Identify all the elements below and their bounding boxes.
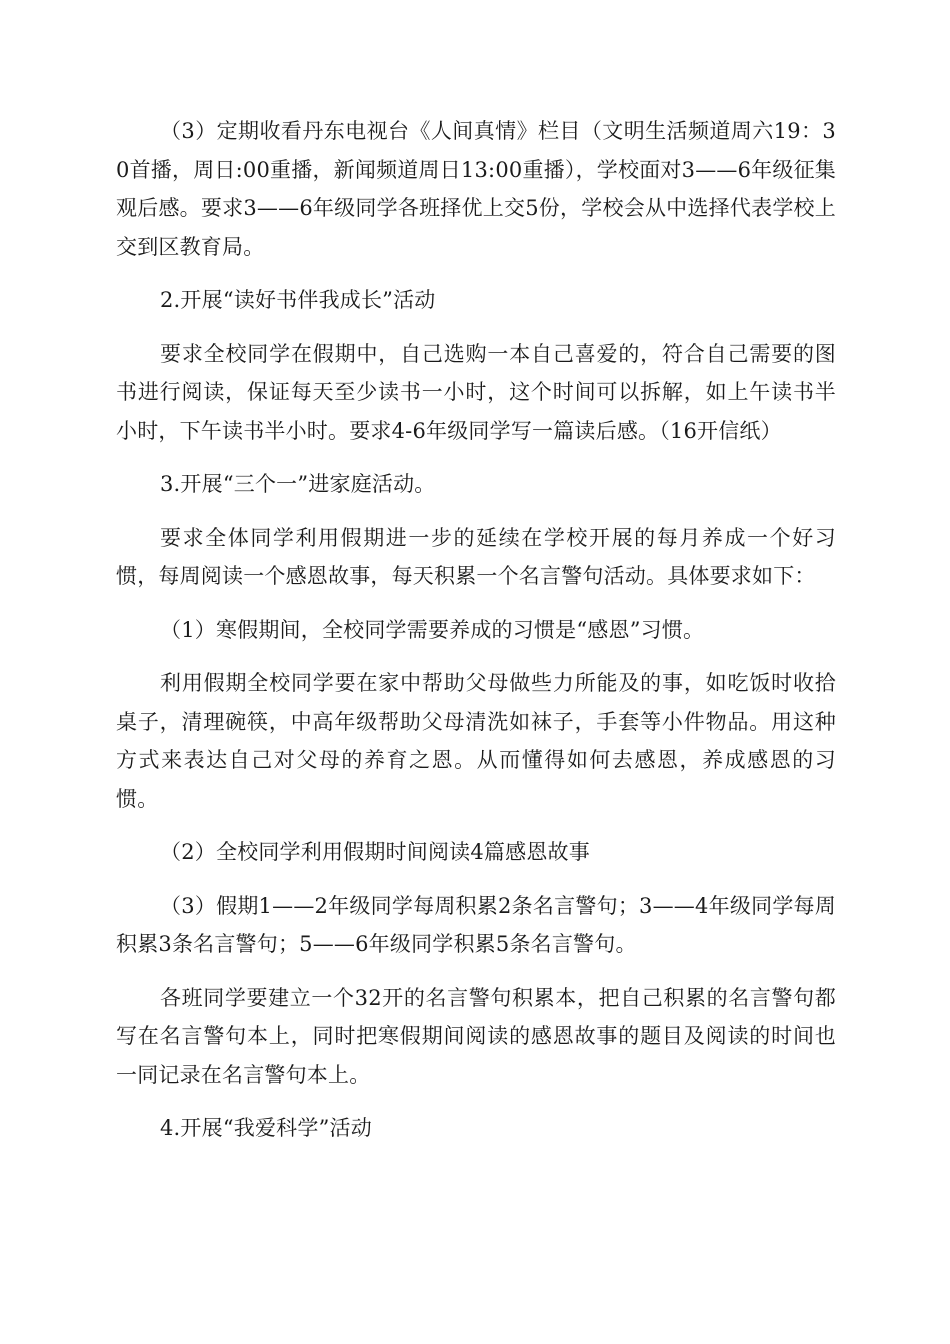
- paragraph-gratitude-stories: （2）全校同学利用假期时间阅读4篇感恩故事: [160, 840, 590, 864]
- paragraph-three-ones-requirements: 要求全体同学利用假期进一步的延续在学校开展的每月养成一个好习惯，每周阅读一个感恩故事，每天积累一个名言警句活动。具体要求如下：: [116, 525, 836, 588]
- heading-reading-activity: 2.开展“读好书伴我成长”活动: [160, 288, 436, 312]
- paragraph-gratitude-habit: （1）寒假期间，全校同学需要养成的习惯是“感恩”习惯。: [160, 617, 705, 642]
- paragraph-quotes-per-grade: （3）假期1——2年级同学每周积累2条名言警句；3——4年级同学每周积累3条名言警句；5——6年级同学积累5条名言警句。: [116, 893, 836, 956]
- document-body: [116, 112, 836, 1163]
- paragraph-quote-notebook: 各班同学要建立一个32开的名言警句积累本，把自己积累的名言警句都写在名言警句本上，同时把寒假期间阅读的感恩故事的题目及阅读的时间也一同记录在名言警句本上。: [116, 985, 836, 1087]
- paragraph-help-parents: 利用假期全校同学要在家中帮助父母做些力所能及的事，如吃饭时收拾桌子，清理碗筷，中高年级帮助父母清洗如袜子，手套等小件物品。用这种方式来表达自己对父母的养育之恩。从而懂得如何去感恩，养成感恩的习惯。: [116, 671, 836, 811]
- paragraph-reading-requirements: 要求全校同学在假期中，自己选购一本自己喜爱的，符合自己需要的图书进行阅读，保证每天至少读书一小时，这个时间可以拆解，如上午读书半小时，下午读书半小时。要求4-6年级同学写一篇读后感。（16开信纸）: [116, 341, 836, 443]
- heading-science-activity: 4.开展“我爱科学”活动: [160, 1116, 372, 1140]
- paragraph-tv-program: （3）定期收看丹东电视台《人间真情》栏目（文明生活频道周六19：30首播，周日:00重播，新闻频道周日13:00重播），学校面对3——6年级征集观后感。要求3——6年级同学各班择优上交5份，学校会从中选择代表学校上交到区教育局。: [116, 119, 836, 259]
- heading-three-ones-activity: 3.开展“三个一”进家庭活动。: [160, 472, 436, 496]
